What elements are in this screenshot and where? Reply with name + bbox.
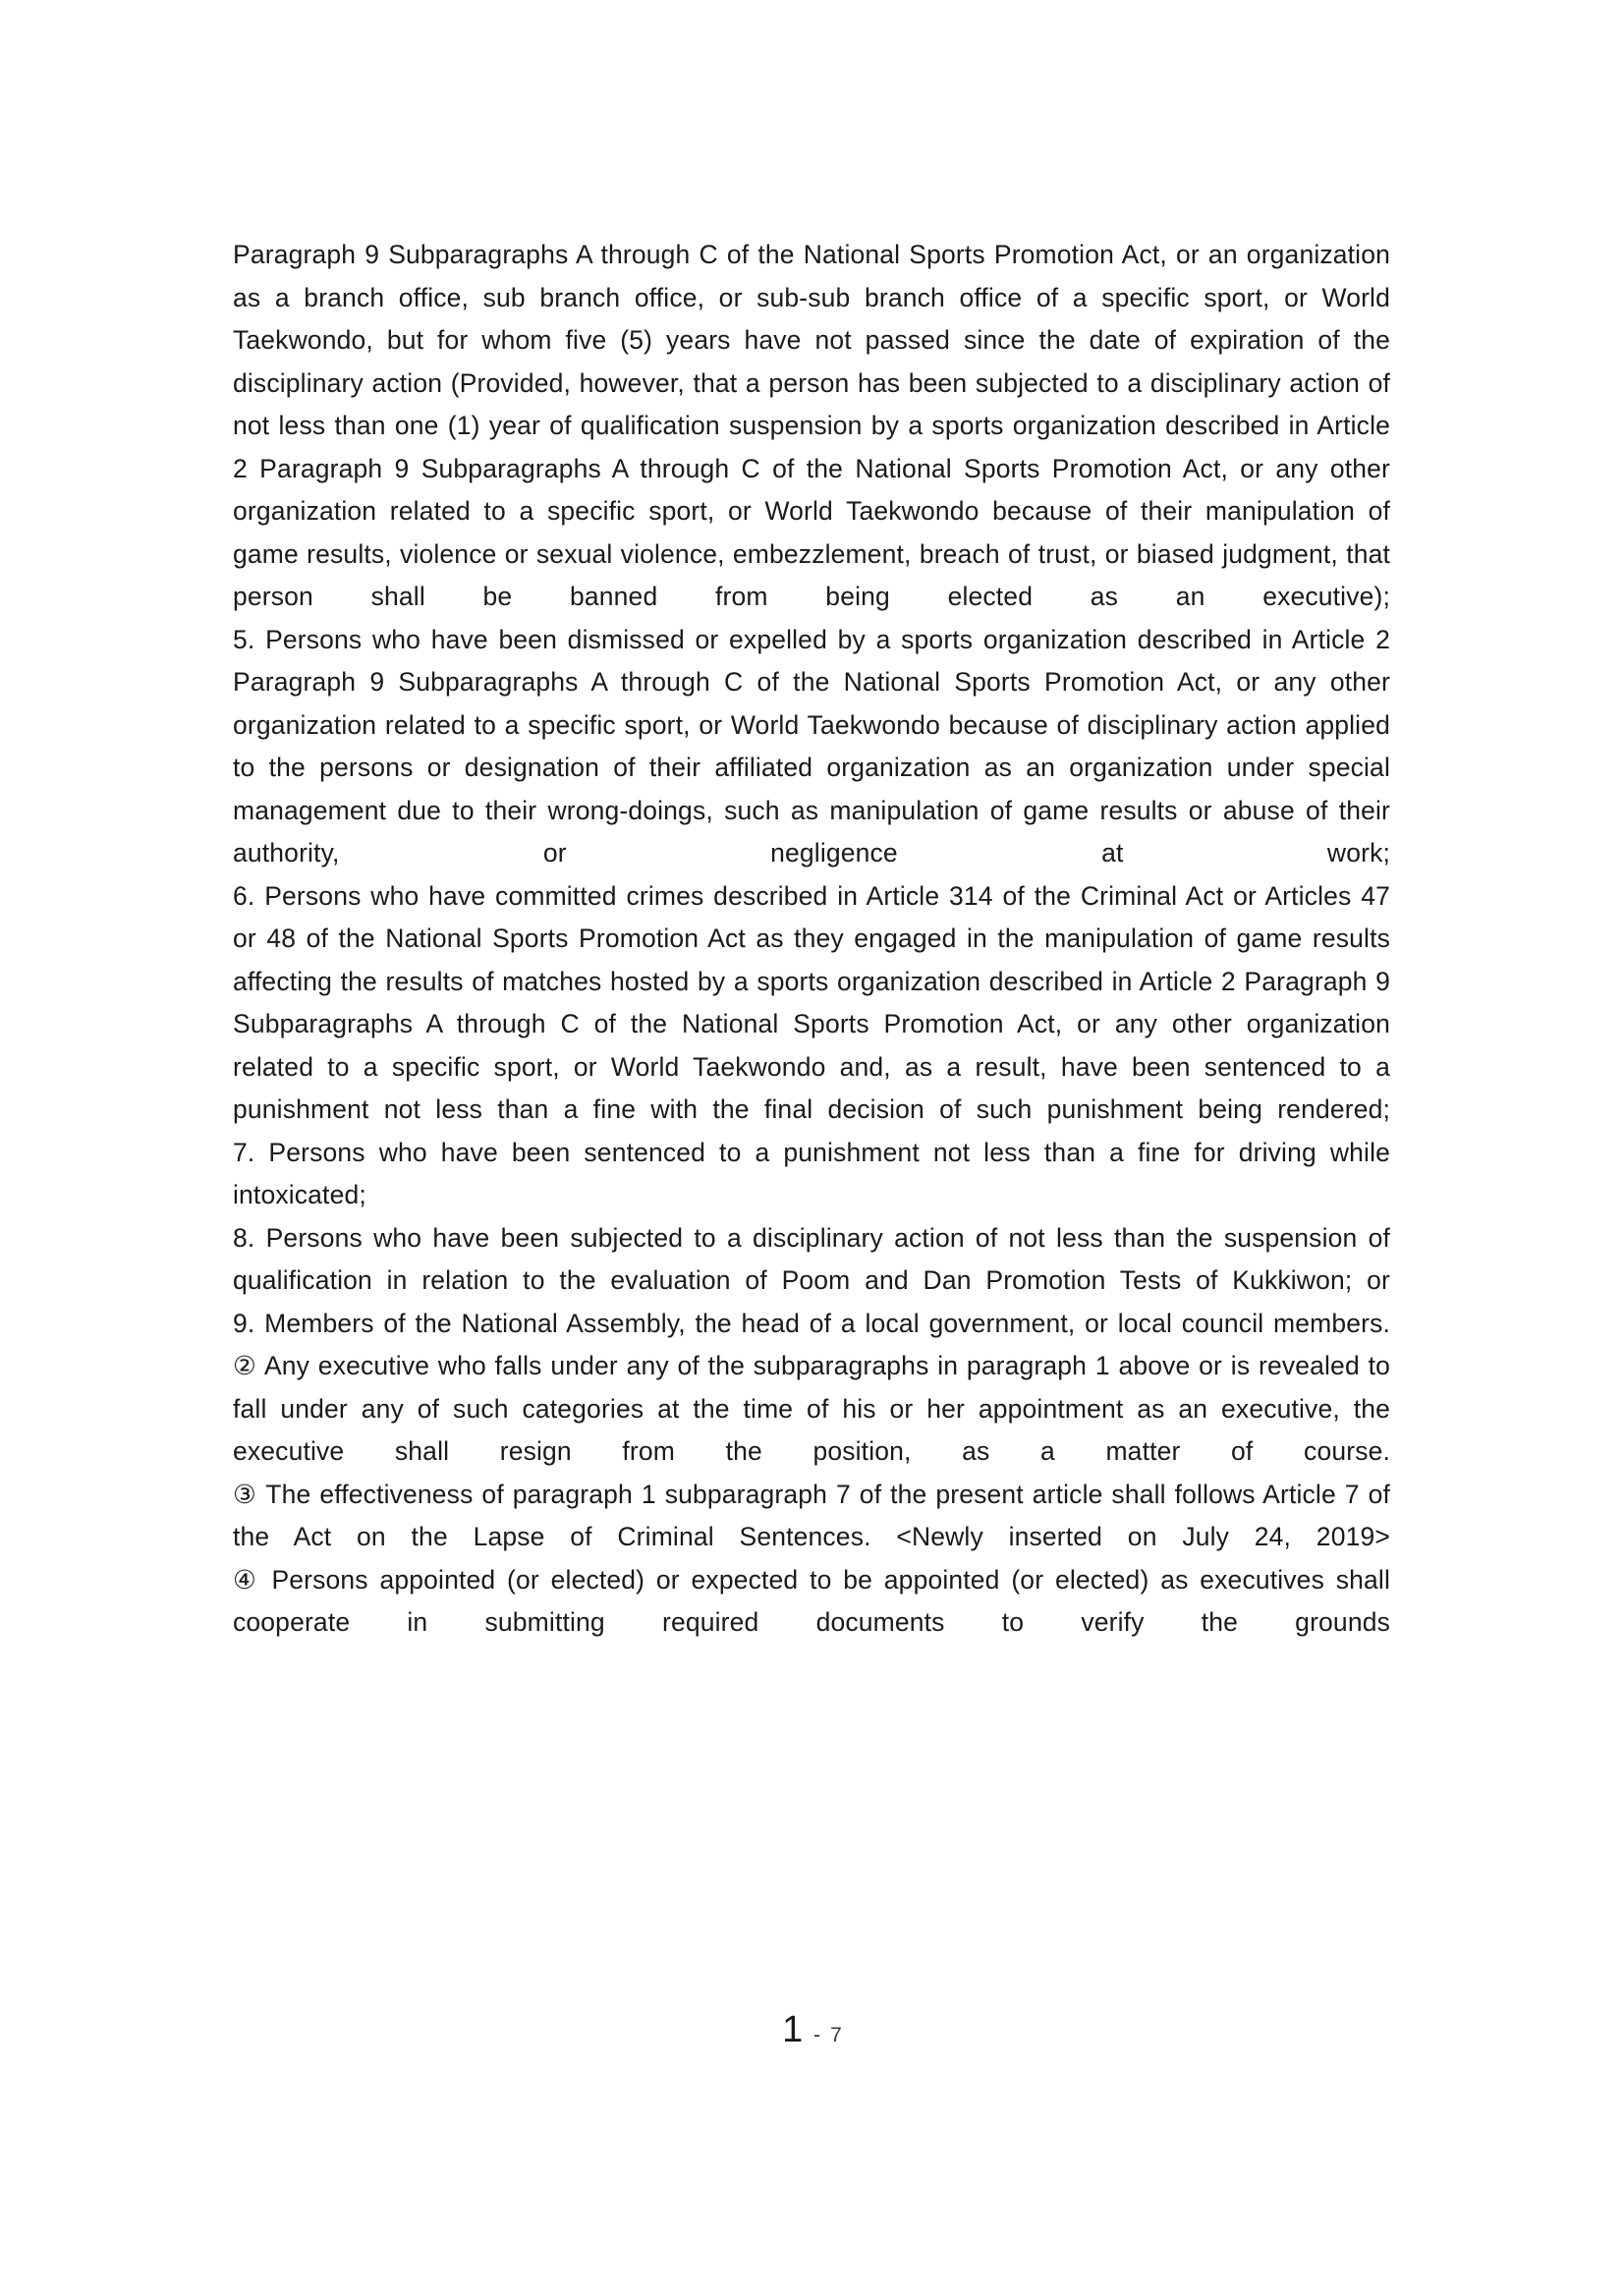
footer-secondary-number: 7: [830, 2024, 842, 2046]
paragraph-block: 8. Persons who have been subjected to a disciplinary action of not less than the suspension of qualification in relation to the evaluation of Poom and Dan Promotion Tests of Kukkiwon; or: [233, 1222, 1390, 1295]
paragraph-block: 7. Persons who have been sentenced to a punishment not less than a fine for driving while intoxicated;: [233, 1137, 1390, 1209]
footer-dash: -: [812, 2022, 821, 2046]
paragraph-block: ② Any executive who falls under any of the subparagraphs in paragraph 1 above or is revealed to fall under any of such categories at the time of his or her appointment as an executive, the executive shall resign from the position, as a matter of course.: [233, 1351, 1390, 1466]
paragraph-block: ④ Persons appointed (or elected) or expected to be appointed (or elected) as executives shall cooperate in submitting required documents to verify the grounds: [233, 1564, 1390, 1637]
paragraph-block: 6. Persons who have committed crimes described in Article 314 of the Criminal Act or Articles 47 or 48 of the National Sports Promotion Act as they engaged in the manipulation of game results affecting the results of matches hosted by a sports organization described in Article 2 Paragraph 9 Subparagraphs A through C of the National Sports Promotion Act, or any other organization related to a specific sport, or World Taekwondo and, as a result, have been sentenced to a punishment not less than a fine with the final decision of such punishment being rendered;: [233, 880, 1390, 1124]
document-body: [233, 234, 1390, 1645]
paragraph-block: Paragraph 9 Subparagraphs A through C of the National Sports Promotion Act, or an organization as a branch office, sub branch office, or sub-sub branch office of a specific sport, or World Taekwondo, but for whom five (5) years have not passed since the date of expiration of the disciplinary action (Provided, however, that a person has been subjected to a disciplinary action of not less than one (1) year of qualification suspension by a sports organization described in Article 2 Paragraph 9 Subparagraphs A through C of the National Sports Promotion Act, or any other organization related to a specific sport, or World Taekwondo because of their manipulation of game results, violence or sexual violence, embezzlement, breach of trust, or biased judgment, that person shall be banned from being elected as an executive);: [233, 240, 1390, 611]
paragraph-block: ③ The effectiveness of paragraph 1 subparagraph 7 of the present article shall follows Article 7 of the Act on the Lapse of Criminal Sentences. <Newly inserted on July 24, 2019>: [233, 1479, 1390, 1551]
paragraph-block: 9. Members of the National Assembly, the head of a local government, or local council members.: [233, 1308, 1390, 1338]
page-number: 1: [782, 2009, 804, 2050]
paragraph-block: 5. Persons who have been dismissed or expelled by a sports organization described in Article 2 Paragraph 9 Subparagraphs A through C of the National Sports Promotion Act, or any other organization related to a specific sport, or World Taekwondo because of disciplinary action applied to the persons or designation of their affiliated organization as an organization under special management due to their wrong-doings, such as manipulation of game results or abuse of their authority, or negligence at work;: [233, 624, 1390, 868]
page-footer: [0, 2009, 1624, 2051]
